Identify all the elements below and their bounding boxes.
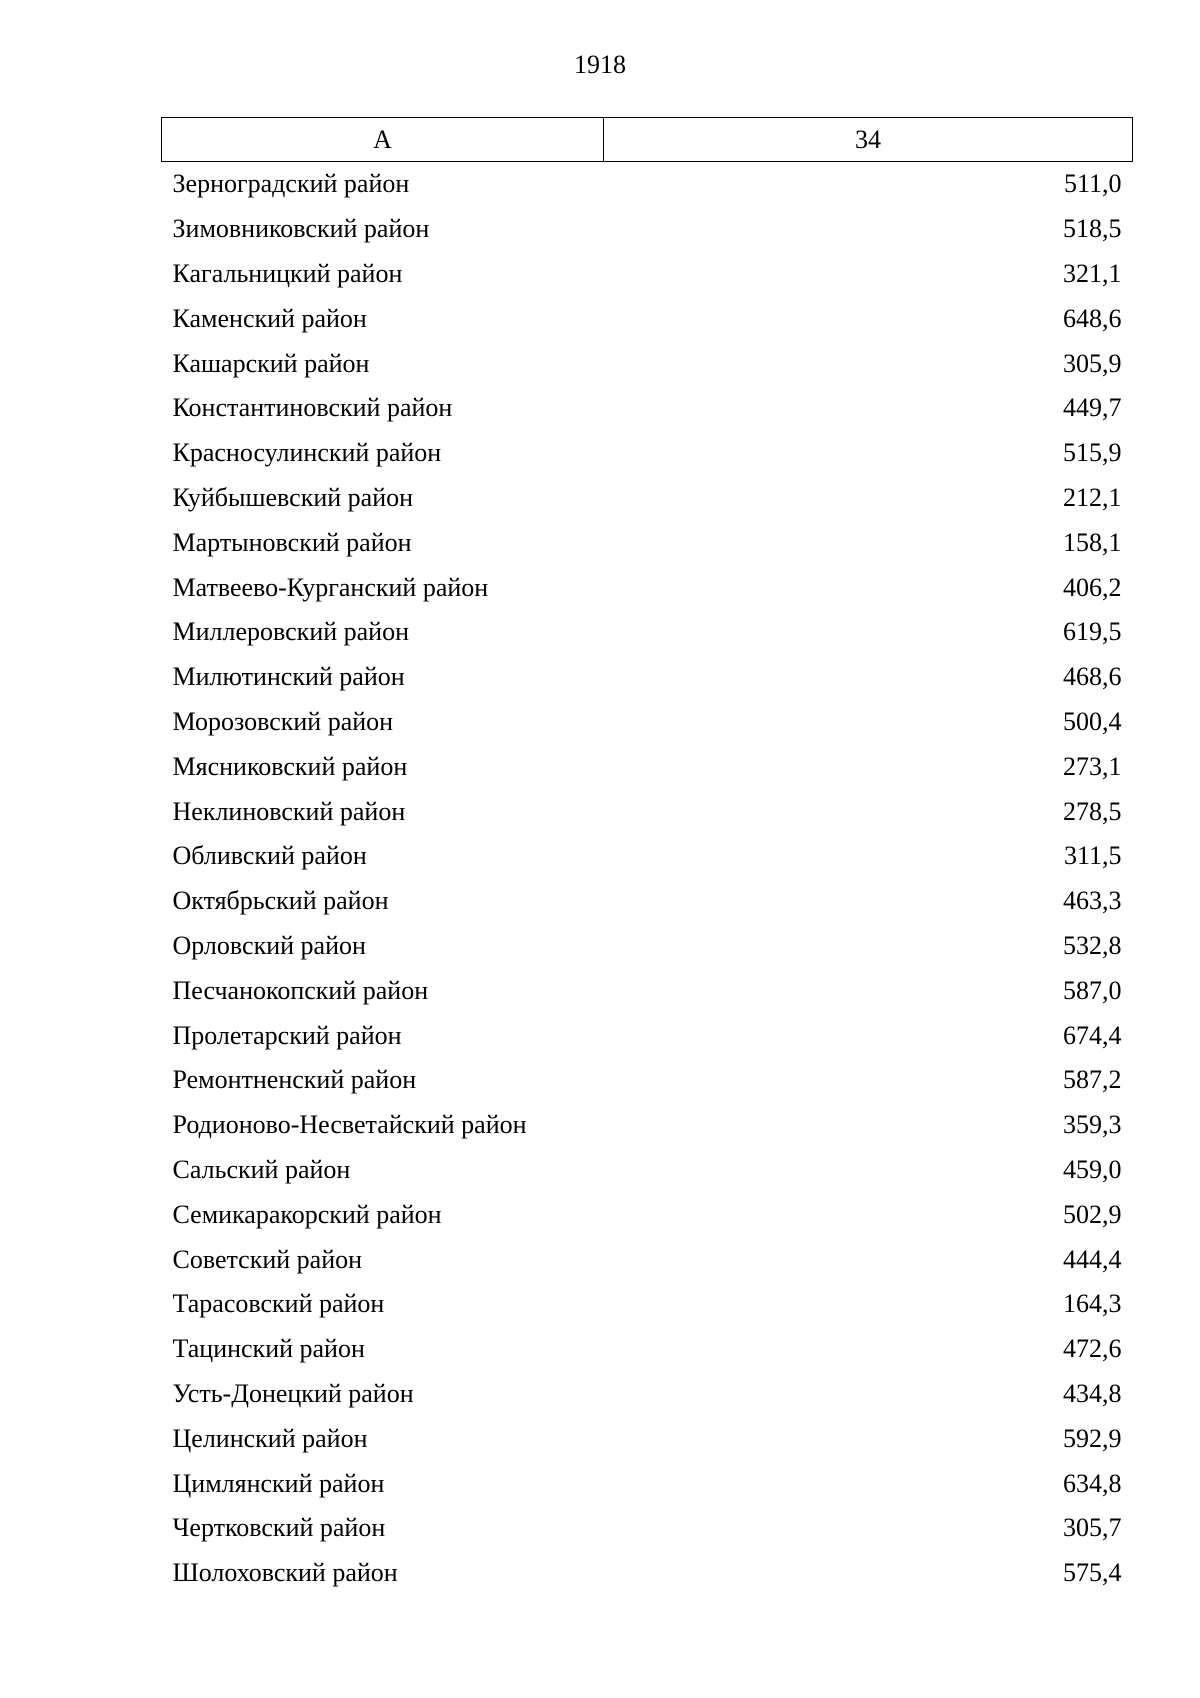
table-row xyxy=(162,386,1133,431)
table-row xyxy=(162,1551,1133,1596)
table-row xyxy=(162,565,1133,610)
district-value: 511,0 xyxy=(1063,169,1122,199)
district-name: Кагальницкий район xyxy=(172,258,403,288)
district-name: Семикаракорский район xyxy=(172,1199,442,1229)
district-name: Зимовниковский район xyxy=(172,214,430,244)
district-value: 444,4 xyxy=(1063,1244,1122,1274)
district-value: 587,0 xyxy=(1063,975,1122,1005)
table-row xyxy=(162,1237,1133,1282)
table-row xyxy=(162,700,1133,745)
district-value: 472,6 xyxy=(1063,1334,1122,1364)
district-name: Цимлянский район xyxy=(172,1468,385,1498)
district-name: Красносулинский район xyxy=(172,438,442,468)
district-value: 619,5 xyxy=(1063,617,1122,647)
district-name: Обливский район xyxy=(172,841,367,871)
page-number: 1918 xyxy=(574,50,626,79)
table-row xyxy=(162,1282,1133,1327)
table-row xyxy=(162,207,1133,252)
district-name: Сальский район xyxy=(172,1154,351,1184)
district-value: 518,5 xyxy=(1063,214,1122,244)
district-name: Октябрьский район xyxy=(172,886,389,916)
district-name: Куйбышевский район xyxy=(172,482,414,512)
district-value: 634,8 xyxy=(1063,1468,1122,1498)
district-value: 406,2 xyxy=(1063,572,1122,602)
district-value: 515,9 xyxy=(1063,438,1122,468)
district-value: 463,3 xyxy=(1063,886,1122,916)
table-row xyxy=(162,1058,1133,1103)
district-name: Константиновский район xyxy=(172,393,453,423)
district-value: 674,4 xyxy=(1063,1020,1122,1050)
district-name: Миллеровский район xyxy=(172,617,410,647)
table-row xyxy=(162,1461,1133,1506)
district-value: 158,1 xyxy=(1063,527,1122,557)
district-value: 278,5 xyxy=(1063,796,1122,826)
district-name: Чертковский район xyxy=(172,1513,386,1543)
district-value: 273,1 xyxy=(1063,751,1122,781)
district-name: Родионово-Несветайский район xyxy=(172,1110,527,1140)
table-row xyxy=(162,1148,1133,1193)
table-row xyxy=(162,968,1133,1013)
district-name: Мясниковский район xyxy=(172,751,408,781)
district-name: Матвеево-Курганский район xyxy=(172,572,489,602)
table-header-row xyxy=(162,118,1133,162)
district-name: Тацинский район xyxy=(172,1334,365,1364)
table-row xyxy=(162,1372,1133,1417)
district-name: Тарасовский район xyxy=(172,1289,385,1319)
district-value: 587,2 xyxy=(1063,1065,1122,1095)
district-name: Кашарский район xyxy=(172,348,370,378)
table-row xyxy=(162,610,1133,655)
district-name: Песчанокопский район xyxy=(172,975,429,1005)
column-header-a: А xyxy=(162,118,604,162)
district-name: Милютинский район xyxy=(172,662,405,692)
table-row xyxy=(162,924,1133,969)
district-value: 459,0 xyxy=(1063,1154,1122,1184)
table-row xyxy=(162,520,1133,565)
district-value: 648,6 xyxy=(1063,303,1122,333)
table-row xyxy=(162,1192,1133,1237)
district-name: Пролетарский район xyxy=(172,1020,402,1050)
table-row xyxy=(162,162,1133,207)
district-value: 311,5 xyxy=(1063,841,1122,871)
district-value: 500,4 xyxy=(1063,706,1122,736)
district-value: 434,8 xyxy=(1063,1378,1122,1408)
district-name: Неклиновский район xyxy=(172,796,406,826)
table-row xyxy=(162,431,1133,476)
column-header-34: 34 xyxy=(604,118,1133,162)
table-row xyxy=(162,252,1133,297)
district-value: 212,1 xyxy=(1063,482,1122,512)
district-name: Ремонтненский район xyxy=(172,1065,417,1095)
district-name: Шолоховский район xyxy=(172,1558,398,1588)
district-value: 502,9 xyxy=(1063,1199,1122,1229)
district-name: Морозовский район xyxy=(172,706,394,736)
district-name: Каменский район xyxy=(172,303,367,333)
table-body xyxy=(162,162,1133,1596)
table-row xyxy=(162,655,1133,700)
district-name: Целинский район xyxy=(172,1423,368,1453)
table-row xyxy=(162,1013,1133,1058)
district-name: Усть-Донецкий район xyxy=(172,1378,414,1408)
table-row xyxy=(162,1327,1133,1372)
district-value: 164,3 xyxy=(1063,1289,1122,1319)
district-name: Зерноградский район xyxy=(172,169,410,199)
table-row xyxy=(162,1416,1133,1461)
table-row xyxy=(162,1506,1133,1551)
data-table xyxy=(161,117,1133,1596)
district-name: Советский район xyxy=(172,1244,363,1274)
district-value: 449,7 xyxy=(1063,393,1122,423)
district-value: 575,4 xyxy=(1063,1558,1122,1588)
district-value: 321,1 xyxy=(1063,258,1122,288)
table-row xyxy=(162,879,1133,924)
district-value: 592,9 xyxy=(1063,1423,1122,1453)
district-value: 305,7 xyxy=(1063,1513,1122,1543)
district-value: 532,8 xyxy=(1063,930,1122,960)
table-row xyxy=(162,476,1133,521)
table-row xyxy=(162,341,1133,386)
table-row xyxy=(162,789,1133,834)
district-name: Орловский район xyxy=(172,930,366,960)
district-value: 305,9 xyxy=(1063,348,1122,378)
table-row xyxy=(162,834,1133,879)
table-row xyxy=(162,744,1133,789)
district-name: Мартыновский район xyxy=(172,527,412,557)
table-row xyxy=(162,296,1133,341)
table-row xyxy=(162,1103,1133,1148)
district-value: 359,3 xyxy=(1063,1110,1122,1140)
district-value: 468,6 xyxy=(1063,662,1122,692)
